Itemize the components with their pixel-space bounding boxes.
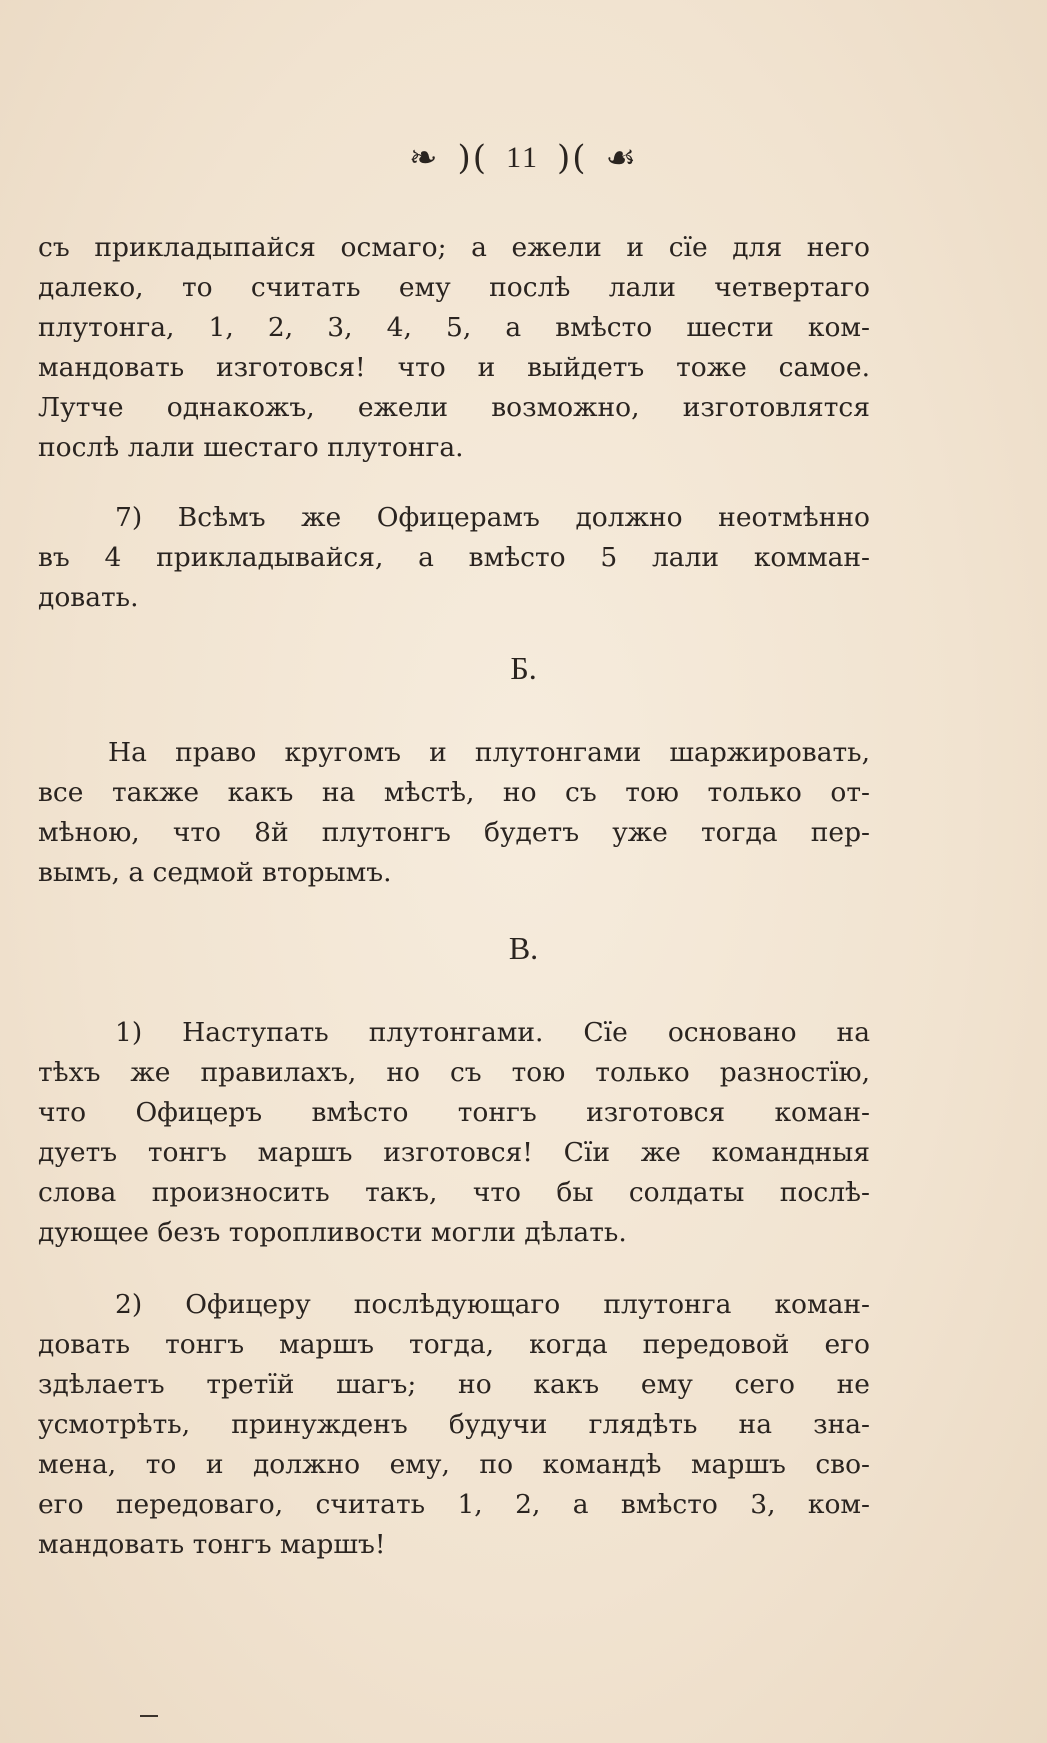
text-line: довать.: [38, 582, 139, 613]
text-line: слова произносить такъ, что бы солдаты послѣ-: [38, 1177, 870, 1208]
left-bracket: )(: [457, 138, 489, 178]
text-line: мандовать тонгъ маршъ!: [38, 1529, 386, 1560]
text-line: тѣхъ же правилахъ, но съ тою только разностїю,: [38, 1057, 870, 1088]
text-line: послѣ лали шестаго плутонга.: [38, 432, 464, 463]
page-header: [0, 138, 1047, 178]
text-line: 1) Наступать плутонгами. Сїе основано на: [115, 1017, 870, 1048]
text-line: дуетъ тонгъ маршъ изготовся! Сїи же командныя: [38, 1137, 870, 1168]
text-line: мандовать изготовся! что и выйдетъ тоже самое.: [38, 352, 870, 383]
text-line: все также какъ на мѣстѣ, но съ тою только от-: [38, 777, 870, 808]
text-line: его передоваго, считать 1, 2, а вмѣсто 3, ком-: [38, 1489, 870, 1520]
text-line: вымъ, а седмой вторымъ.: [38, 857, 392, 888]
text-line: 2) Офицеру послѣдующаго плутонга коман-: [115, 1289, 870, 1320]
section-heading-b: Б.: [510, 650, 537, 686]
right-bracket: )(: [556, 138, 588, 178]
text-line: плутонга, 1, 2, 3, 4, 5, а вмѣсто шести ком-: [38, 312, 870, 343]
text-line: здѣлаетъ третїй шагъ; но какъ ему сего не: [38, 1369, 870, 1400]
text-line: На право кругомъ и плутонгами шаржировать,: [108, 737, 870, 768]
section-heading-v: В.: [508, 930, 539, 966]
text-line: дующее безъ торопливости могли дѣлать.: [38, 1217, 627, 1248]
text-line: Лутче однакожъ, ежели возможно, изготовлятся: [38, 392, 870, 423]
text-line: 7) Всѣмъ же Офицерамъ должно неотмѣнно: [115, 502, 870, 533]
text-line: въ 4 прикладывайся, а вмѣсто 5 лали комман-: [38, 542, 870, 573]
text-line: мѣною, что 8й плутонгъ будетъ уже тогда пер-: [38, 817, 870, 848]
text-line: довать тонгъ маршъ тогда, когда передовой его: [38, 1329, 870, 1360]
text-line: далеко, то считать ему послѣ лали четвертаго: [38, 272, 870, 303]
right-ornament-icon: ☙: [605, 138, 638, 178]
left-ornament-icon: ❧: [409, 138, 440, 178]
text-line: съ прикладыпайся осмаго; а ежели и сїе для него: [38, 232, 870, 263]
text-line: что Офицеръ вмѣсто тонгъ изготовся коман-: [38, 1097, 870, 1128]
footer-mark: [140, 1715, 158, 1717]
text-line: усмотрѣть, принужденъ будучи глядѣть на зна-: [38, 1409, 870, 1440]
text-line: мена, то и должно ему, по командѣ маршъ сво-: [38, 1449, 870, 1480]
page-number: 11: [506, 141, 539, 174]
